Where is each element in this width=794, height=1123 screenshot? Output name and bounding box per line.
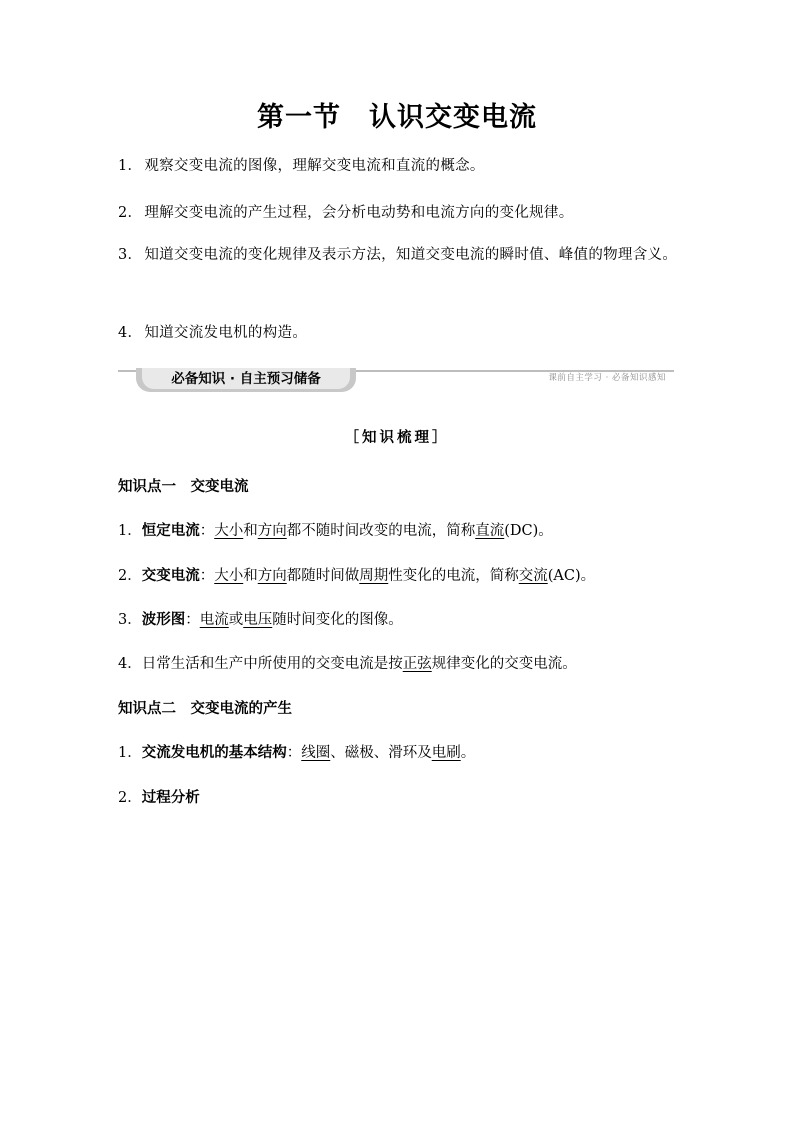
item-label: 过程分析 [141,790,200,806]
banner-tab [136,365,356,392]
blank-answer: 线圈 [301,745,331,761]
blank-answer: 直流 [475,523,505,539]
item-text: 和 [243,568,258,584]
blank-answer: 周期 [359,568,389,584]
item-text: 。 [460,745,476,761]
section-banner [118,364,674,394]
objective-1 [118,151,678,181]
item-text: 、磁极、滑环及 [330,745,432,761]
kp1-item-2 [118,564,678,588]
objective-number: 4． [118,325,143,341]
item-label: 交流发电机的基本结构 [141,745,287,761]
colon: ： [185,612,200,628]
item-number: 1． [118,523,142,539]
item-number: 3． [118,612,142,628]
item-text: 性变化的电流，简称 [388,568,519,584]
item-number: 1． [118,745,142,761]
blank-answer: 电刷 [431,745,461,761]
colon: ： [286,745,302,761]
item-number: 4． [118,656,142,672]
kp2-item-1 [118,741,678,765]
kp1-item-1 [118,519,678,543]
item-label: 波形图 [141,612,186,628]
item-label: 恒定电流 [141,523,200,539]
objective-text: 观察交变电流的图像，理解交变电流和直流的概念。 [144,158,485,174]
item-number: 2． [118,568,142,584]
blank-answer: 方向 [257,523,287,539]
banner-tab-label: 必备知识 · 自主预习储备 [142,368,350,389]
item-text: 随时间变化的图像。 [272,612,403,628]
blank-answer: 交流 [518,568,548,584]
blank-answer: 方向 [257,568,287,584]
objective-3 [118,240,678,270]
item-number: 2． [118,790,142,806]
objective-text: 理解交变电流的产生过程，会分析电动势和电流方向的变化规律。 [144,205,574,221]
blank-answer: 电压 [243,612,273,628]
objective-text: 知道交流发电机的构造。 [144,325,308,341]
item-text: 和 [243,523,258,539]
item-text: 都随时间做 [286,568,360,584]
objective-number: 2． [118,205,143,221]
knowledge-point-1-heading: 知识点一 交变电流 [118,479,249,495]
item-text: 或 [228,612,244,628]
objective-2 [118,198,678,228]
objective-text: 知道交变电流的变化规律及表示方法，知道交变电流的瞬时值、峰值的物理含义。 [144,247,678,263]
blank-answer: 电流 [199,612,229,628]
item-label: 交变电流 [141,568,200,584]
colon: ： [199,523,215,539]
kp1-item-4 [118,652,678,676]
kp1-item-3 [118,608,678,632]
blank-answer: 大小 [214,523,244,539]
item-text: 都不随时间改变的电流，简称 [286,523,476,539]
colon: ： [199,568,215,584]
objective-number: 3． [118,247,143,263]
banner-note: 课前自主学习 · 必备知识感知 [548,373,666,383]
item-text: 日常生活和生产中所使用的交变电流是按 [141,656,403,672]
knowledge-point-2-heading: 知识点二 交变电流的产生 [118,701,292,717]
kp2-item-2 [118,786,678,810]
blank-answer: 正弦 [402,656,432,672]
objective-number: 1． [118,158,143,174]
blank-answer: 大小 [214,568,244,584]
page-title: 第一节 认识交变电流 [257,102,537,133]
item-text: (DC)。 [504,523,553,539]
item-text: 规律变化的交变电流。 [431,656,577,672]
objective-4 [118,318,678,348]
item-text: (AC)。 [547,568,596,584]
section-label: ［知识梳理］ [344,430,450,446]
